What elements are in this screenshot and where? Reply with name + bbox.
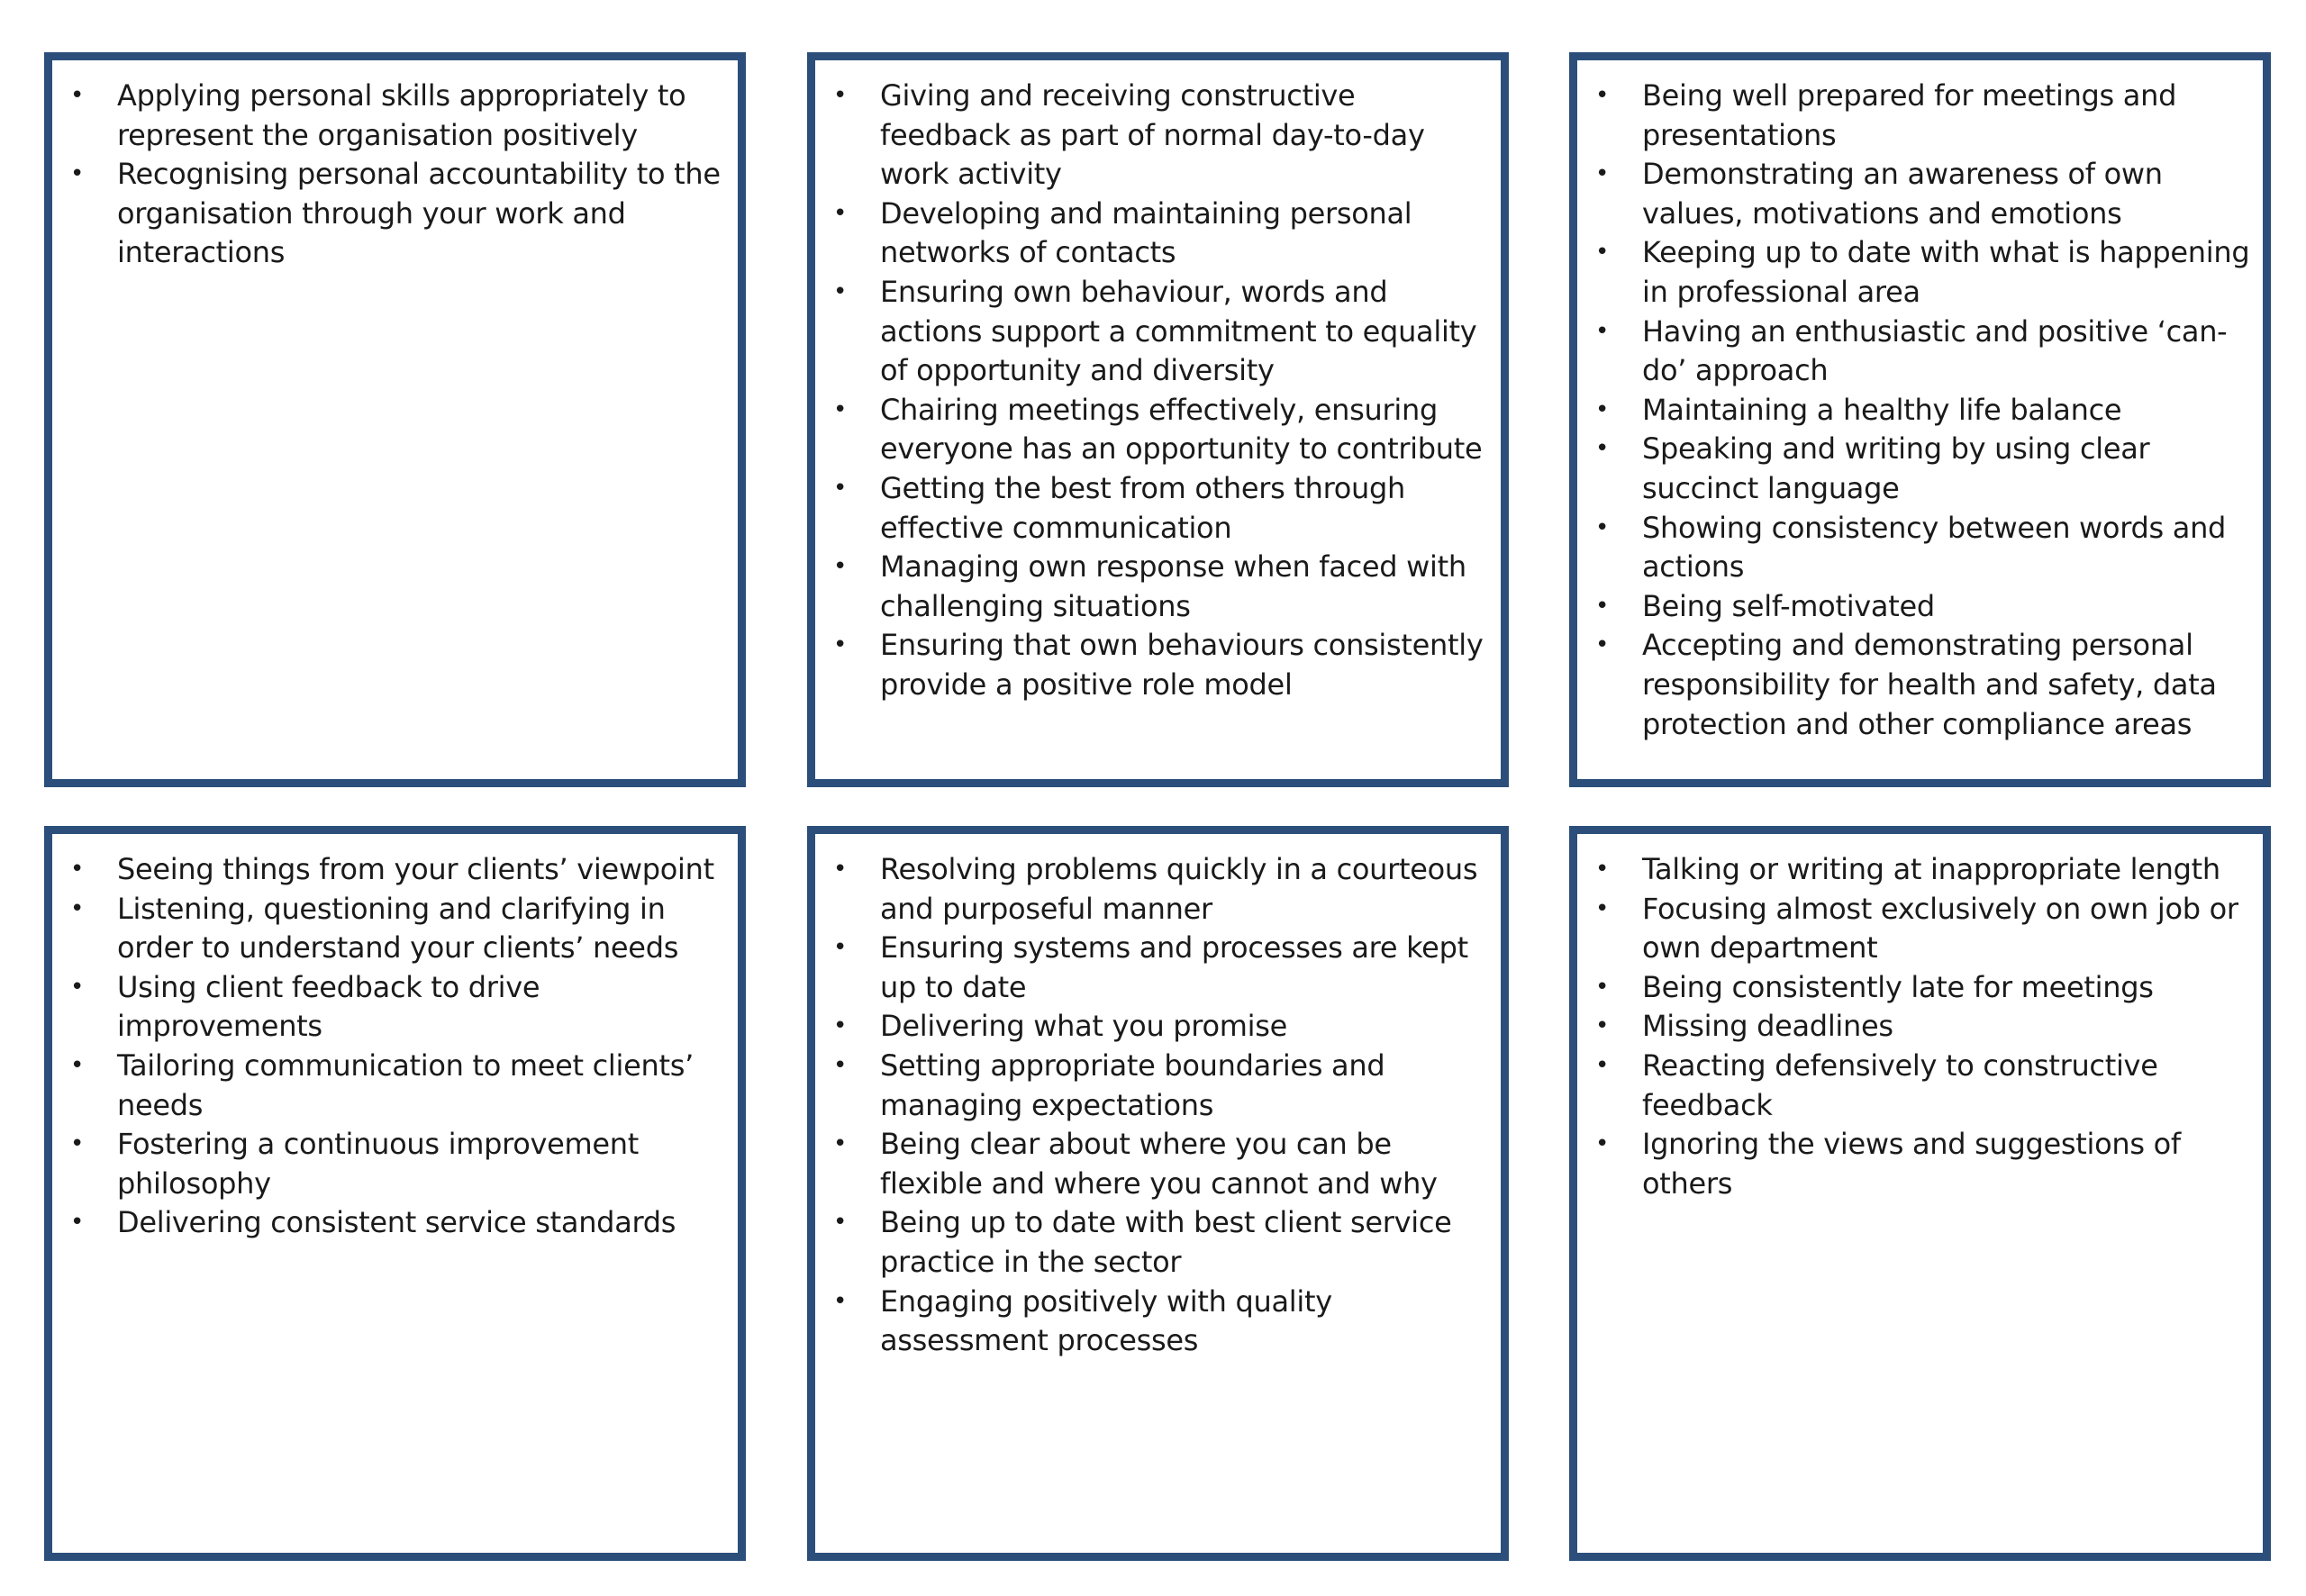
- list-item: • Developing and maintaining personal networks of contacts: [833, 195, 1493, 273]
- list-item: • Tailoring communication to meet clients’ needs: [70, 1047, 731, 1125]
- list-item: • Engaging positively with quality assessment processes: [833, 1283, 1493, 1361]
- behaviour-card-5: [807, 826, 1509, 1561]
- list-item: • Speaking and writing by using clear succinct language: [1595, 430, 2256, 508]
- list-item: • Ignoring the views and suggestions of others: [1595, 1125, 2256, 1203]
- list-item: • Being up to date with best client service practice in the sector: [833, 1203, 1493, 1282]
- list-item: • Delivering consistent service standards: [70, 1203, 731, 1243]
- behaviour-card-4: [44, 826, 746, 1561]
- list-item: • Resolving problems quickly in a courteous and purposeful manner: [833, 850, 1493, 929]
- list-item: • Chairing meetings effectively, ensuring everyone has an opportunity to contribute: [833, 391, 1493, 469]
- list-item: • Being consistently late for meetings: [1595, 968, 2256, 1008]
- behaviour-card-6: [1569, 826, 2271, 1561]
- list-item: • Talking or writing at inappropriate length: [1595, 850, 2256, 890]
- list-item: • Being clear about where you can be flexible and where you cannot and why: [833, 1125, 1493, 1203]
- bullet-list: [1577, 60, 2263, 744]
- bullet-list: [1577, 834, 2263, 1203]
- list-item: • Delivering what you promise: [833, 1007, 1493, 1047]
- list-item: • Ensuring systems and processes are kept up to date: [833, 929, 1493, 1007]
- bullet-list: [815, 60, 1501, 705]
- list-item: • Getting the best from others through effective communication: [833, 469, 1493, 548]
- list-item: • Listening, questioning and clarifying in order to understand your clients’ needs: [70, 890, 731, 968]
- list-item: • Reacting defensively to constructive feedback: [1595, 1047, 2256, 1125]
- list-item: • Keeping up to date with what is happening in professional area: [1595, 233, 2256, 312]
- list-item: • Ensuring own behaviour, words and actions support a commitment to equality of opportunity and diversity: [833, 273, 1493, 391]
- list-item: • Missing deadlines: [1595, 1007, 2256, 1047]
- list-item: • Accepting and demonstrating personal responsibility for health and safety, data protection and other compliance areas: [1595, 626, 2256, 744]
- list-item: • Setting appropriate boundaries and managing expectations: [833, 1047, 1493, 1125]
- list-item: • Focusing almost exclusively on own job or own department: [1595, 890, 2256, 968]
- list-item: • Having an enthusiastic and positive ‘can-do’ approach: [1595, 313, 2256, 391]
- list-item: • Demonstrating an awareness of own values, motivations and emotions: [1595, 155, 2256, 233]
- list-item: • Ensuring that own behaviours consistently provide a positive role model: [833, 626, 1493, 704]
- behaviour-card-2: [807, 52, 1509, 787]
- list-item: • Maintaining a healthy life balance: [1595, 391, 2256, 431]
- list-item: • Using client feedback to drive improvements: [70, 968, 731, 1047]
- behaviour-card-3: [1569, 52, 2271, 787]
- bullet-list: [52, 834, 738, 1243]
- list-item: • Managing own response when faced with challenging situations: [833, 548, 1493, 626]
- list-item: • Recognising personal accountability to the organisation through your work and interactions: [70, 155, 731, 273]
- list-item: • Seeing things from your clients’ viewpoint: [70, 850, 731, 890]
- list-item: • Being well prepared for meetings and presentations: [1595, 77, 2256, 155]
- list-item: • Fostering a continuous improvement philosophy: [70, 1125, 731, 1203]
- list-item: • Being self-motivated: [1595, 587, 2256, 627]
- behaviour-card-1: [44, 52, 746, 787]
- list-item: • Showing consistency between words and actions: [1595, 509, 2256, 587]
- bullet-list: [52, 60, 738, 273]
- list-item: • Applying personal skills appropriately to represent the organisation positively: [70, 77, 731, 155]
- list-item: • Giving and receiving constructive feedback as part of normal day-to-day work activity: [833, 77, 1493, 195]
- bullet-list: [815, 834, 1501, 1361]
